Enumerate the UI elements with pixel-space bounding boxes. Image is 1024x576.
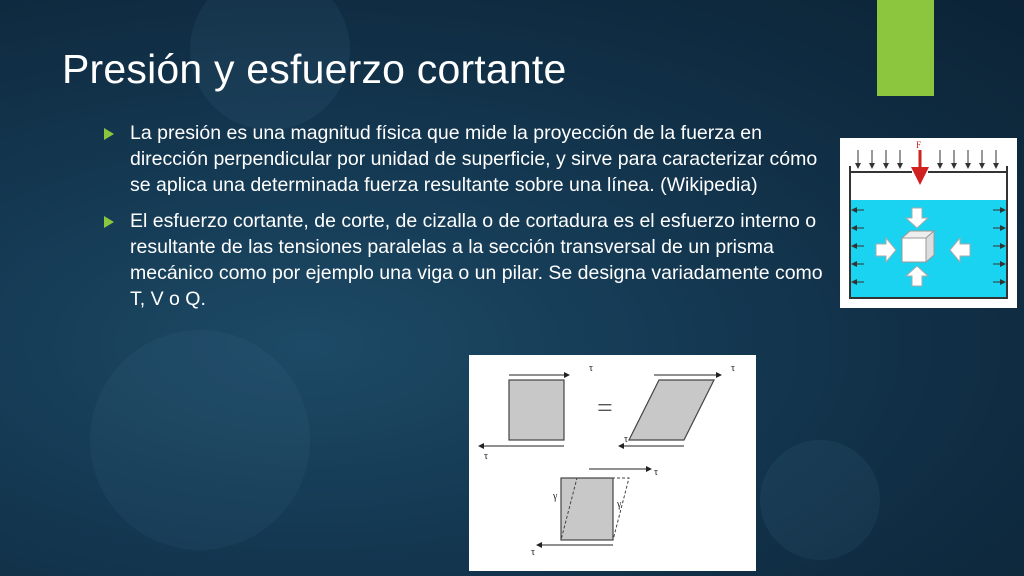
gamma-label: γ — [617, 499, 622, 510]
shear-square — [561, 478, 613, 540]
gamma-label: γ — [553, 491, 558, 502]
force-label: F — [916, 140, 922, 150]
pressure-diagram-svg — [840, 138, 1017, 308]
bullet-arrow-icon — [104, 128, 114, 140]
bullet-text: El esfuerzo cortante, de corte, de cizalla o de cortadura es el esfuerzo interno o resultante de las tensiones paralelas a la sección transversal de un prisma mecánico como por ejemplo una viga o un pilar. Se designa variadamente como T, V o Q. — [130, 210, 823, 310]
shear-diagram — [469, 355, 756, 571]
shear-diagram-svg — [469, 355, 756, 571]
bullet-item — [100, 208, 830, 312]
slide-title: Presión y esfuerzo cortante — [62, 46, 567, 92]
bullet-text: La presión es una magnitud física que mide la proyección de la fuerza en dirección perpendicular por unidad de superficie, y sirve para caracterizar cómo se aplica una determinada fuerza resultante sobre una línea. (Wikipedia) — [130, 122, 818, 196]
cube-element — [902, 231, 934, 262]
accent-bar — [877, 0, 934, 96]
tau-label: τ — [531, 547, 536, 558]
bullet-item — [100, 120, 830, 198]
tau-label: τ — [484, 451, 489, 462]
bullet-arrow-icon — [104, 216, 114, 228]
tau-label: τ — [624, 434, 629, 445]
tau-label: τ — [589, 363, 594, 374]
pressure-diagram — [840, 138, 1017, 308]
bullet-list — [100, 120, 830, 322]
tau-label: τ — [731, 363, 736, 374]
equals-sign: = — [597, 393, 613, 424]
background-bokeh — [90, 330, 310, 550]
undeformed-square — [509, 380, 564, 440]
tau-label: τ — [654, 467, 659, 478]
background-bokeh — [760, 440, 880, 560]
sheared-parallelogram — [629, 380, 714, 440]
